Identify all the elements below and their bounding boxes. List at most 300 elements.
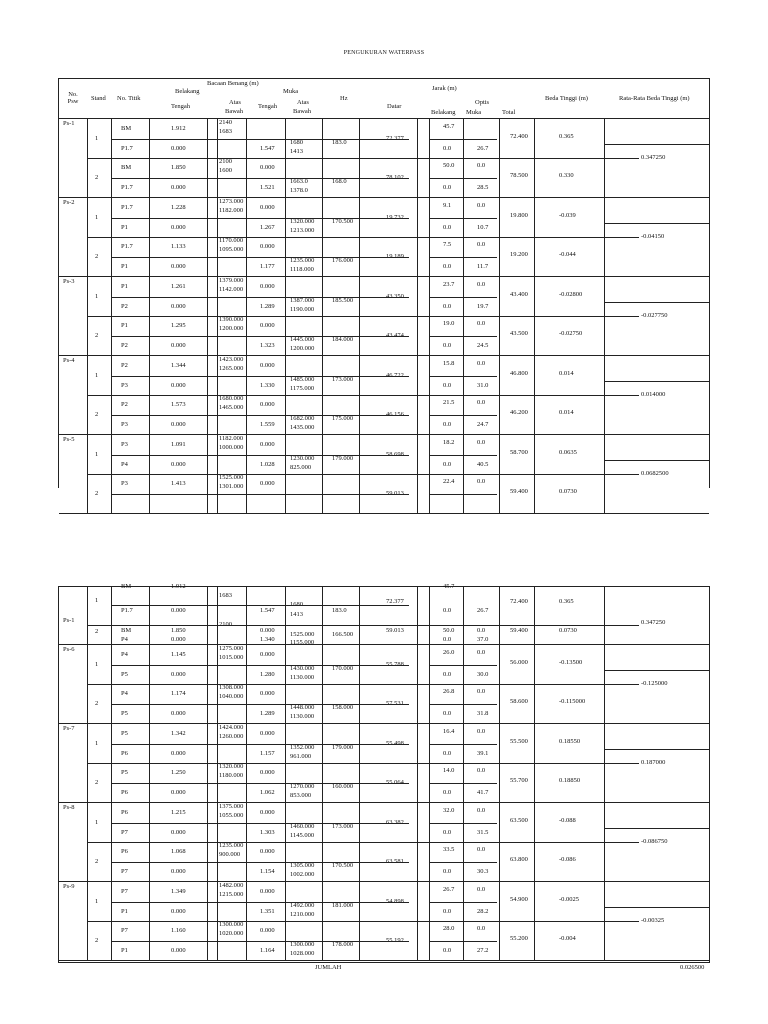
column-line [111,435,112,513]
muka-tengah: 1.330 [260,381,275,389]
rata-divider [604,223,709,224]
column-line [207,803,208,881]
column-line [217,198,218,276]
column-line [604,277,605,355]
hz-value: 168.0 [332,177,347,185]
jarak-total: 58.600 [510,697,528,705]
muka-atas: 1230.000 [290,454,315,462]
column-line [322,645,323,723]
stand-number: 2 [95,936,99,944]
muka-atas: 1445.000 [290,335,315,343]
column-line [217,645,218,723]
row-divider [111,336,409,337]
jarak-belakang: 0.0 [443,381,452,389]
titik: P1.7 [121,243,133,250]
column-line [604,356,605,434]
column-line [285,435,286,513]
column-line [111,724,112,802]
stand-divider [87,474,639,475]
belakang-atas: 1275.000 [219,645,244,652]
belakang-atas: 1680.000 [219,395,244,402]
muka-tengah: 1.559 [260,420,275,428]
belakang-tengah: 1.850 [171,627,186,634]
jarak-total: 43.400 [510,290,528,298]
column-line [149,587,150,645]
muka-tengah: 1.267 [260,223,275,231]
document-title: PENGUKURAN WATERPASS [343,50,425,56]
column-line [285,882,286,960]
column-line [217,119,218,197]
stand-number: 1 [95,739,99,747]
stand-number: 2 [95,410,99,418]
muka-tengah: 0.000 [260,204,275,211]
jarak-total: 55.200 [510,934,528,942]
psw-label: Ps-1 [63,617,75,624]
belakang-atas: 1320.000 [219,763,244,770]
stand-number: 2 [95,628,99,635]
belakang-atas: 1308.000 [219,684,244,691]
jarak-belakang: 0.0 [443,749,452,757]
jarak-muka: 11.7 [477,262,489,270]
psw-label: Ps-7 [63,725,75,732]
row-divider [111,941,409,942]
column-line [534,119,535,197]
belakang-tengah: 1.349 [171,888,186,895]
jarak-muka: 31.5 [477,828,489,836]
column-line [417,882,418,960]
hz-value: 184.000 [332,335,354,343]
jarak-muka: 30.3 [477,867,489,875]
beda-tinggi: 0.014 [559,408,574,416]
row-divider [111,704,409,705]
psw-group [59,119,709,198]
column-line [246,198,247,276]
muka-tengah: 1.547 [260,607,275,614]
column-line [429,882,430,960]
column-line [417,356,418,434]
hz-value: 179.000 [332,454,354,462]
jarak-muka: 31.0 [477,381,489,389]
column-line [429,356,430,434]
beda-tinggi: 0.18850 [559,776,581,784]
header-jarak: Jarak (m) [432,85,457,92]
jarak-datar: 55.498 [386,739,404,747]
column-line [285,356,286,434]
jarak-total: 19.800 [510,211,528,219]
column-line [87,119,88,197]
hz-value: 185.500 [332,296,354,304]
muka-bawah: 1130.000 [290,712,315,720]
jarak-belakang: 0.0 [443,460,452,468]
waterpass-table-page-2 [58,583,710,963]
jarak-belakang: 9.1 [443,202,452,209]
jarak-belakang: 16.4 [443,728,455,735]
row-divider [111,902,409,903]
column-line [604,119,605,197]
muka-atas: 1270.000 [290,782,315,790]
column-line [285,198,286,276]
jarak-muka: 39.1 [477,749,489,757]
beda-tinggi: -0.0025 [559,895,580,903]
belakang-bawah: 1040.000 [219,693,244,700]
rata-rata-beda-tinggi: -0.00325 [641,917,665,924]
hz-value: 183.0 [332,138,347,146]
header-no-psw: No. Psw [67,91,79,106]
hz-value: 175.000 [332,414,354,422]
jarak-muka: 24.7 [477,420,489,428]
column-line [217,277,218,355]
jarak-muka: 27.2 [477,946,489,954]
titik: P6 [121,848,128,855]
column-line [499,587,500,645]
jarak-belakang: 0.0 [443,183,452,191]
beda-tinggi: -0.115000 [559,697,586,705]
muka-bawah: 1155.000 [290,639,315,646]
psw-label: Ps-9 [63,883,75,890]
belakang-tengah: 0.000 [171,420,186,428]
column-line [322,277,323,355]
muka-tengah: 0.000 [260,809,275,816]
jarak-total: 58.700 [510,448,528,456]
muka-tengah: 1.340 [260,636,275,643]
hz-value: 181.000 [332,901,354,909]
muka-tengah: 0.000 [260,651,275,658]
muka-bawah: 853.000 [290,791,312,799]
muka-tengah: 1.323 [260,341,275,349]
hz-value: 170.500 [332,217,354,225]
column-line [604,803,605,881]
muka-tengah: 0.000 [260,164,275,171]
column-line [285,803,286,881]
stand-number: 1 [95,818,99,826]
rata-divider [604,907,709,908]
beda-tinggi: -0.02800 [559,290,583,298]
jarak-muka: 37.0 [477,636,489,643]
column-line [149,645,150,723]
jarak-belakang: 26.7 [443,886,455,893]
titik: P6 [121,788,128,796]
column-line [604,645,605,723]
jarak-belakang: 0.0 [443,636,452,643]
belakang-tengah: 1.261 [171,283,186,290]
jarak-total: 56.000 [510,658,528,666]
beda-tinggi: -0.086 [559,855,576,863]
column-line [417,435,418,513]
jarak-datar: 63.382 [386,818,404,826]
column-line [111,587,112,645]
jarak-belakang: 0.0 [443,302,452,310]
jumlah-value: 0.026500 [680,964,705,971]
beda-tinggi: -0.13500 [559,658,583,666]
beda-tinggi: 0.014 [559,369,574,377]
column-line [149,119,150,197]
column-line [87,724,88,802]
muka-bawah: 1210.000 [290,910,315,918]
column-line [207,724,208,802]
belakang-tengah: 0.000 [171,636,186,643]
jarak-muka: 40.5 [477,460,489,468]
titik: P1 [121,907,128,915]
belakang-tengah: 1.344 [171,362,186,369]
jarak-muka: 19.7 [477,302,489,310]
column-line [499,882,500,960]
jarak-datar: 55.192 [386,936,404,944]
jarak-muka: 10.7 [477,223,489,231]
stand-number: 1 [95,597,99,604]
jarak-belakang: 50.0 [443,627,455,634]
column-line [111,645,112,723]
psw-group [59,356,709,435]
column-line [429,198,430,276]
jarak-belakang: 28.0 [443,925,455,932]
jarak-muka: 0.0 [477,807,486,814]
column-line [359,724,360,802]
row-divider [111,218,409,219]
belakang-bawah: 1301.000 [219,483,244,490]
titik: P4 [121,651,128,658]
muka-tengah: 0.000 [260,848,275,855]
column-line [429,587,430,645]
belakang-bawah: 1600 [219,167,232,174]
hz-value: 173.000 [332,375,354,383]
column-line [246,356,247,434]
column-line [111,277,112,355]
column-line [534,882,535,960]
muka-tengah: 1.164 [260,946,275,954]
belakang-tengah: 1.228 [171,204,186,211]
column-line [246,119,247,197]
jarak-belakang: 0.0 [443,341,452,349]
hz-value: 173.000 [332,822,354,830]
jarak-total: 43.500 [510,329,528,337]
belakang-atas: 1379.000 [219,277,244,284]
muka-tengah: 1.280 [260,670,275,678]
header-rata-rata: Rata-Rata Beda Tinggi (m) [619,95,690,102]
muka-bawah: 1200.000 [290,344,315,352]
jarak-datar: 72.377 [386,598,404,605]
belakang-bawah: 1683 [219,592,232,599]
header-atas-muka: Atas [297,99,309,106]
column-line [207,119,208,197]
column-line [499,645,500,723]
column-line [149,356,150,434]
jarak-muka: 24.5 [477,341,489,349]
stand-number: 2 [95,778,99,786]
column-line [322,435,323,513]
stand-number: 2 [95,252,99,260]
titik: P7 [121,888,128,895]
belakang-atas: 2100 [219,158,232,165]
jarak-belakang: 0.0 [443,788,452,796]
titik: P3 [121,480,128,487]
belakang-tengah: 0.000 [171,460,186,468]
muka-atas: 1300.000 [290,940,315,948]
column-line [149,277,150,355]
rata-divider [604,460,709,461]
belakang-bawah: 1683 [219,128,232,135]
titik: P1 [121,223,128,231]
row-divider [111,783,409,784]
muka-tengah: 0.000 [260,441,275,448]
titik: P1.7 [121,183,133,191]
titik: P1 [121,262,128,270]
titik: P4 [121,460,128,468]
muka-tengah: 1.547 [260,144,275,152]
psw-label: Ps-1 [63,120,75,127]
stand-number: 2 [95,173,99,181]
row-divider [111,178,409,179]
rata-rata-beda-tinggi: 0.014000 [641,391,666,398]
column-line [217,803,218,881]
column-line [534,645,535,723]
jarak-belakang: 22.4 [443,478,455,485]
column-line [285,645,286,723]
belakang-tengah: 0.000 [171,341,186,349]
stand-number: 2 [95,857,99,865]
beda-tinggi: 0.0730 [559,487,577,495]
muka-bawah: 1413 [290,611,303,618]
column-line [322,803,323,881]
belakang-bawah: 1265.000 [219,365,244,372]
titik: BM [121,627,132,634]
psw-label: Ps-6 [63,646,75,653]
column-line [359,198,360,276]
belakang-tengah: 0.000 [171,788,186,796]
column-line [87,277,88,355]
beda-tinggi: 0.18550 [559,737,581,745]
psw-group [59,435,709,514]
column-line [429,803,430,881]
row-divider [111,297,409,298]
belakang-tengah: 1.145 [171,651,186,658]
column-line [87,882,88,960]
column-line [429,277,430,355]
jarak-belakang: 18.2 [443,439,455,446]
header-datar: Datar [387,103,402,110]
belakang-tengah: 0.000 [171,183,186,191]
stand-number: 1 [95,292,99,300]
belakang-atas: 1170.000 [219,237,244,244]
jarak-belakang: 50.0 [443,162,455,169]
belakang-tengah: 1.068 [171,848,186,855]
column-line [534,198,535,276]
jarak-datar: 46.722 [386,371,404,379]
psw-label: Ps-4 [63,357,75,364]
column-line [322,587,323,645]
titik: P1.7 [121,607,133,614]
column-line [246,277,247,355]
column-line [285,119,286,197]
jarak-belakang: 19.0 [443,320,455,327]
column-line [604,198,605,276]
muka-atas: 1682.000 [290,414,315,422]
column-line [604,724,605,802]
column-line [499,198,500,276]
muka-atas: 1320.000 [290,217,315,225]
muka-tengah: 0.000 [260,769,275,776]
muka-atas: 1663.0 [290,177,308,185]
belakang-bawah: 1000.000 [219,444,244,451]
table-body-page-2 [59,645,709,961]
muka-bawah: 1028.000 [290,949,315,957]
column-line [111,803,112,881]
column-line [207,198,208,276]
jarak-belakang: 0.0 [443,867,452,875]
jarak-muka: 0.0 [477,360,486,367]
column-line [149,435,150,513]
jarak-datar: 19.189 [386,252,404,260]
jarak-total: 55.700 [510,776,528,784]
column-line [87,435,88,513]
column-line [322,882,323,960]
muka-tengah: 1.289 [260,709,275,717]
column-line [87,356,88,434]
header-jarak-muka: Muka [466,109,482,116]
column-line [149,198,150,276]
belakang-tengah: 1.250 [171,769,186,776]
belakang-bawah: 900.000 [219,851,241,858]
jarak-belakang: 0.0 [443,144,452,152]
column-line [429,119,430,197]
belakang-atas: 2140 [219,119,232,126]
titik: BM [121,583,132,590]
table-body-continued-top [59,583,709,646]
hz-value: 176.000 [332,256,354,264]
muka-atas: 1352.000 [290,743,315,751]
column-line [417,119,418,197]
stand-divider [87,158,639,159]
column-line [417,277,418,355]
titik: P4 [121,690,128,697]
muka-tengah: 1.351 [260,907,275,915]
muka-bawah: 1190.000 [290,305,315,313]
column-line [534,803,535,881]
header-belakang: Belakang [175,88,200,95]
column-line [207,435,208,513]
column-line [499,356,500,434]
jarak-belakang: 33.5 [443,846,455,853]
titik: BM [121,125,132,132]
jarak-datar: 55.064 [386,778,404,786]
row-divider [111,862,409,863]
header-bawah-muka: Bawah [293,108,312,115]
belakang-atas: 1273.000 [219,198,244,205]
jarak-muka: 0.0 [477,439,486,446]
column-line [246,587,247,645]
belakang-atas: 1482.000 [219,882,244,889]
titik: P5 [121,709,128,717]
stand-divider [87,237,639,238]
row-divider [111,744,409,745]
belakang-tengah: 1.295 [171,322,186,329]
column-line [207,645,208,723]
muka-atas: 1387.000 [290,296,315,304]
belakang-tengah: 0.000 [171,223,186,231]
belakang-tengah: 0.000 [171,607,186,614]
jarak-muka: 31.8 [477,709,489,717]
column-line [87,803,88,881]
rata-divider [604,144,709,145]
jarak-datar: 55.788 [386,660,404,668]
column-line [217,724,218,802]
muka-atas: 1485.000 [290,375,315,383]
muka-atas: 1305.000 [290,861,315,869]
muka-tengah: 0.000 [260,690,275,697]
psw-label: Ps-2 [63,199,75,206]
stand-number: 1 [95,134,99,142]
jarak-total: 63.500 [510,816,528,824]
muka-tengah: 1.177 [260,262,275,270]
